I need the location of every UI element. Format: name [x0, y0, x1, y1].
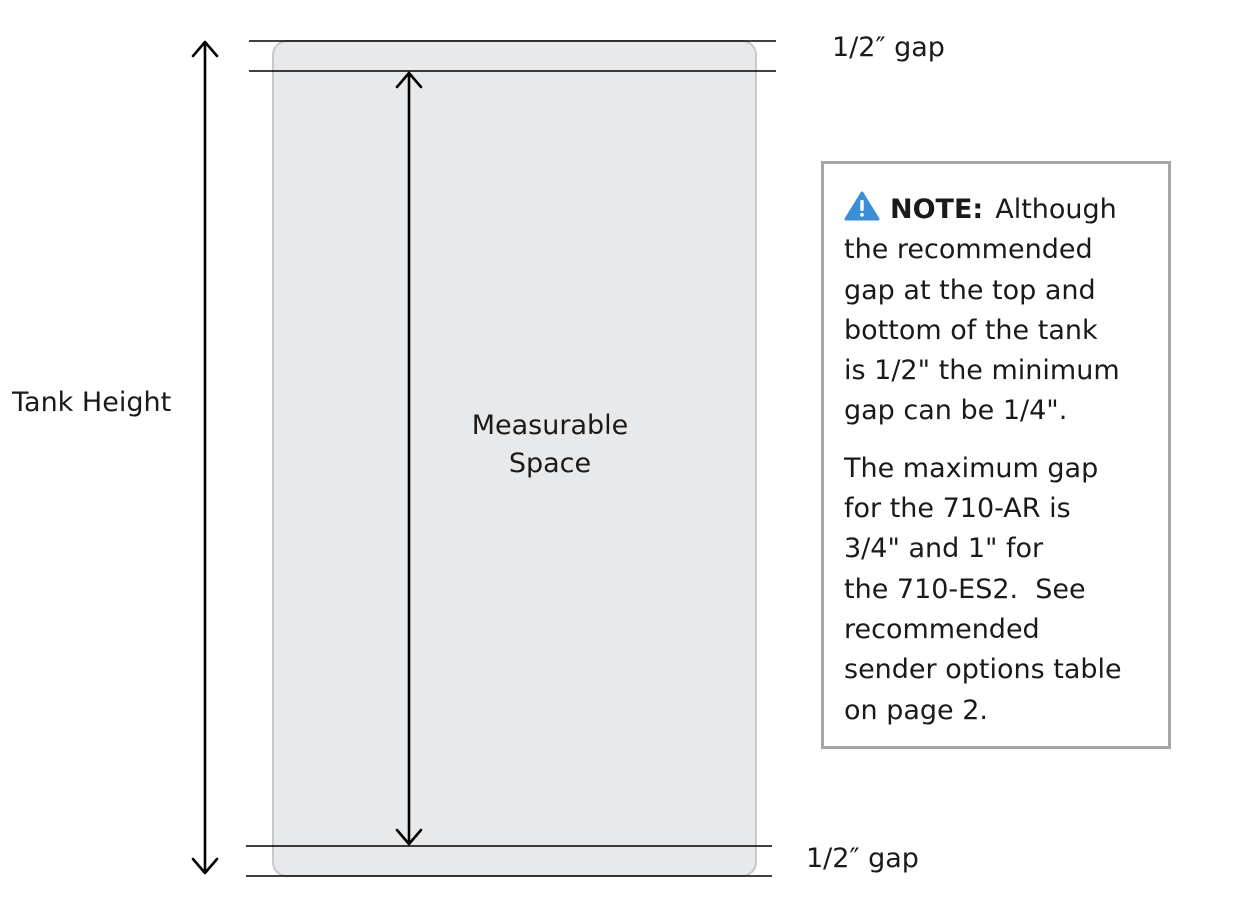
- note-paragraph-1: [844, 190, 1158, 432]
- note-line: gap at the top and: [844, 274, 1096, 306]
- note-paragraph-2: [844, 449, 1158, 731]
- top-gap-label: 1/2″ gap: [832, 32, 945, 63]
- tank-height-label: Tank Height: [12, 387, 172, 418]
- tank-height-arrow: [193, 42, 217, 873]
- note-box: [821, 161, 1171, 749]
- measurable-space-label-line1: Measurable: [471, 410, 629, 441]
- measurable-space-label: [430, 407, 670, 483]
- note-line: gap can be 1/4".: [844, 395, 1068, 427]
- note-line: sender options table: [844, 654, 1122, 686]
- measurable-space-label-line2: Space: [508, 448, 592, 479]
- bottom-gap-label: 1/2″ gap: [806, 843, 919, 874]
- note-keyword: NOTE:: [890, 194, 984, 225]
- note-line: the recommended: [844, 234, 1093, 266]
- note-line: Although: [995, 194, 1117, 225]
- note-line: The maximum gap: [844, 452, 1099, 484]
- note-line: the 710-ES2. See: [844, 573, 1086, 605]
- note-line: on page 2.: [844, 694, 988, 726]
- note-line: 3/4" and 1" for: [844, 533, 1044, 565]
- note-line: for the 710-AR is: [844, 493, 1071, 525]
- note-line: is 1/2" the minimum: [844, 355, 1120, 387]
- warning-triangle-icon: [844, 191, 880, 221]
- note-line: recommended: [844, 613, 1040, 645]
- note-line: bottom of the tank: [844, 314, 1098, 346]
